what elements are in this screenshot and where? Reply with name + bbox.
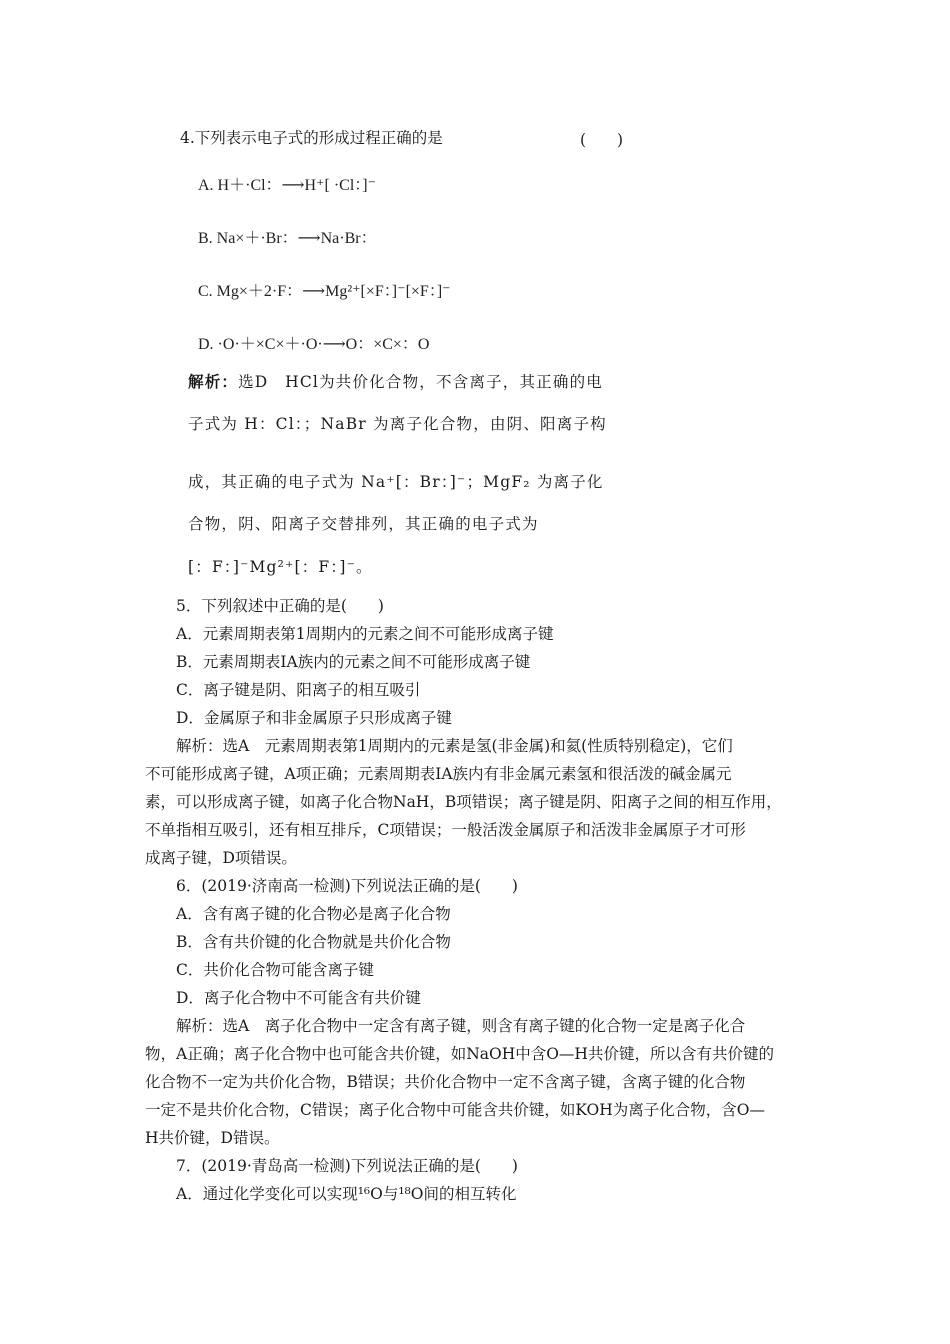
q5-analysis-line-2: 不可能形成离子键，A项正确；元素周期表ⅠA族内有非金属元素氢和很活泼的碱金属元	[145, 765, 732, 783]
q4-answer-paren: ( )	[580, 131, 624, 149]
q5-option-b: B．元素周期表ⅠA族内的元素之间不可能形成离子键	[176, 653, 531, 671]
q4-analysis-line-1	[188, 372, 603, 392]
q5-analysis-line-1: 解析：选A 元素周期表第1周期内的元素是氢(非金属)和氦(性质特别稳定)，它们	[176, 737, 733, 755]
q6-analysis-line-3: 化合物不一定为共价化合物，B错误；共价化合物中一定不含离子键，含离子键的化合物	[145, 1073, 746, 1091]
q5-option-d: D．金属原子和非金属原子只形成离子键	[176, 709, 452, 727]
q4-analysis-text-1: 选D HCl为共价化合物，不含离子，其正确的电	[238, 373, 603, 391]
q4-option-b: B. Na×＋·Br：⟶Na·Br：	[198, 230, 377, 247]
q5-option-a: A．元素周期表第1周期内的元素之间不可能形成离子键	[176, 625, 554, 643]
q5-option-c: C．离子键是阴、阳离子的相互吸引	[176, 681, 421, 699]
q6-option-d: D．离子化合物中不可能含有共价键	[176, 989, 421, 1007]
q4-analysis-line-3: 成，其正确的电子式为 Na⁺[：Br：]⁻；MgF₂ 为离子化	[188, 473, 604, 491]
q6-option-c: C．共价化合物可能含离子键	[176, 961, 374, 979]
q4-option-d: D. ·O·＋×C×＋·O·⟶O：×C×：O	[198, 336, 430, 353]
q6-analysis-line-4: 一定不是共价化合物，C错误；离子化合物中可能含共价键，如KOH为离子化合物，含O—	[145, 1101, 765, 1119]
q6-analysis-line-2: 物，A正确；离子化合物中也可能含共价键，如NaOH中含O—H共价键，所以含有共价键的	[145, 1045, 774, 1063]
q4-analysis-line-4: 合物，阴、阳离子交替排列，其正确的电子式为	[188, 515, 539, 533]
q4-analysis-label: 解析：	[188, 372, 239, 391]
q6-analysis-line-5: H共价键，D错误。	[145, 1129, 280, 1147]
q5-analysis-line-3: 素，可以形成离子键，如离子化合物NaH，B项错误；离子键是阴、阳离子之间的相互作用，	[145, 793, 782, 811]
q6-stem: 6．(2019·济南高一检测)下列说法正确的是( )	[176, 877, 518, 895]
q6-option-a: A．含有离子键的化合物必是离子化合物	[176, 905, 451, 923]
q6-option-b: B．含有共价键的化合物就是共价化合物	[176, 933, 451, 951]
q4-option-a: A. H＋·Cl：⟶H⁺[ ·Cl：]⁻	[198, 177, 377, 194]
q4-analysis-line-5: [：F：]⁻Mg²⁺[：F：]⁻。	[188, 558, 373, 576]
q4-analysis-line-2: 子式为 H：Cl：；NaBr 为离子化合物，由阴、阳离子构	[188, 415, 607, 433]
q4-option-c: C. Mg×＋2·F：⟶Mg²⁺[×F：]⁻[×F：]⁻	[198, 283, 451, 300]
q5-analysis-line-5: 成离子键，D项错误。	[145, 849, 297, 867]
q5-analysis-line-4: 不单指相互吸引，还有相互排斥，C项错误；一般活泼金属原子和活泼非金属原子才可形	[145, 821, 746, 839]
q6-analysis-line-1: 解析：选A 离子化合物中一定含有离子键，则含有离子键的化合物一定是离子化合	[176, 1017, 746, 1035]
q5-stem: 5．下列叙述中正确的是( )	[176, 597, 384, 615]
q7-option-a: A．通过化学变化可以实现¹⁶O与¹⁸O间的相互转化	[176, 1185, 517, 1203]
q7-stem: 7．(2019·青岛高一检测)下列说法正确的是( )	[176, 1157, 518, 1175]
q4-stem: 4.下列表示电子式的形成过程正确的是	[180, 129, 443, 147]
